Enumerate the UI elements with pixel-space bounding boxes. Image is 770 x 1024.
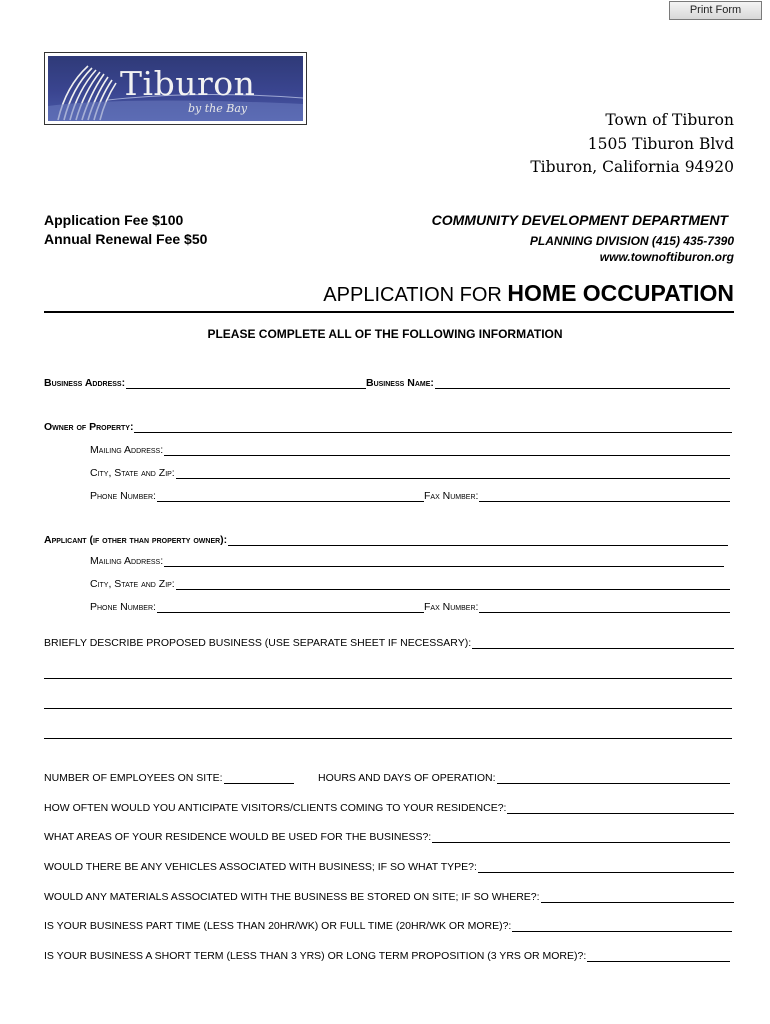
employees-field[interactable]: [44, 770, 294, 784]
logo-wordmark: Tiburon: [120, 64, 256, 103]
areas-label: WHAT AREAS OF YOUR RESIDENCE WOULD BE USED FOR THE BUSINESS?:: [44, 831, 432, 843]
applicant-mailing-field[interactable]: [90, 553, 724, 567]
applicant-fax-field[interactable]: [424, 599, 730, 613]
page-title: [323, 280, 734, 307]
vehicles-field[interactable]: [44, 859, 734, 873]
owner-city-input[interactable]: [176, 466, 730, 479]
town-street: 1505 Tiburon Blvd: [587, 135, 734, 153]
vehicles-input[interactable]: [478, 860, 734, 873]
owner-phone-input[interactable]: [157, 489, 424, 502]
owner-phone-field[interactable]: [90, 488, 424, 502]
owner-city-label: City, State and Zip:: [90, 467, 175, 479]
website: www.townoftiburon.org: [599, 250, 734, 264]
owner-fax-field[interactable]: [424, 488, 730, 502]
town-city: Tiburon, California 94920: [530, 158, 734, 176]
describe-business-input[interactable]: [472, 636, 734, 649]
title-divider: [44, 311, 734, 313]
title-prefix: APPLICATION FOR: [323, 284, 508, 306]
title-main: HOME OCCUPATION: [507, 280, 734, 306]
applicant-label: Applicant (if other than property owner):: [44, 534, 228, 546]
owner-mailing-label: Mailing Address:: [90, 444, 164, 456]
owner-fax-input[interactable]: [479, 489, 730, 502]
application-fee: Application Fee $100: [44, 212, 184, 228]
applicant-mailing-label: Mailing Address:: [90, 555, 164, 567]
logo-tagline: by the Bay: [188, 102, 248, 115]
part-time-field[interactable]: [44, 918, 732, 932]
planning-division: PLANNING DIVISION (415) 435-7390: [529, 234, 734, 248]
applicant-phone-label: Phone Number:: [90, 601, 156, 613]
applicant-city-label: City, State and Zip:: [90, 578, 175, 590]
owner-label: Owner of Property:: [44, 421, 134, 433]
applicant-phone-input[interactable]: [157, 600, 424, 613]
renewal-fee: Annual Renewal Fee $50: [44, 231, 208, 247]
department-name: COMMUNITY DEVELOPMENT DEPARTMENT: [431, 212, 728, 228]
owner-input[interactable]: [134, 420, 732, 433]
describe-line-2[interactable]: [44, 678, 732, 679]
owner-city-field[interactable]: [90, 465, 730, 479]
employees-input[interactable]: [224, 771, 294, 784]
owner-fax-label: Fax Number:: [424, 490, 479, 502]
applicant-city-field[interactable]: [90, 576, 730, 590]
hours-label: HOURS AND DAYS OF OPERATION:: [318, 772, 496, 784]
business-address-input[interactable]: [126, 376, 366, 389]
applicant-fax-input[interactable]: [479, 600, 730, 613]
tiburon-logo: [44, 52, 307, 125]
materials-field[interactable]: [44, 889, 734, 903]
describe-business-field[interactable]: [44, 635, 734, 649]
term-field[interactable]: [44, 948, 730, 962]
visitors-label: HOW OFTEN WOULD YOU ANTICIPATE VISITORS/CLIENTS COMING TO YOUR RESIDENCE?:: [44, 802, 507, 814]
applicant-fax-label: Fax Number:: [424, 601, 479, 613]
areas-input[interactable]: [432, 830, 730, 843]
term-input[interactable]: [587, 949, 730, 962]
business-name-label: Business Name:: [366, 377, 434, 389]
business-address-field[interactable]: [44, 375, 366, 389]
visitors-field[interactable]: [44, 800, 734, 814]
applicant-field[interactable]: [44, 532, 728, 546]
materials-label: WOULD ANY MATERIALS ASSOCIATED WITH THE BUSINESS BE STORED ON SITE; IF SO WHERE?:: [44, 891, 540, 903]
hours-field[interactable]: [318, 770, 730, 784]
employees-label: NUMBER OF EMPLOYEES ON SITE:: [44, 772, 223, 784]
business-name-input[interactable]: [435, 376, 730, 389]
business-address-label: Business Address:: [44, 377, 126, 389]
hours-input[interactable]: [497, 771, 730, 784]
print-form-button[interactable]: Print Form: [669, 1, 762, 20]
owner-phone-label: Phone Number:: [90, 490, 156, 502]
owner-mailing-input[interactable]: [164, 443, 730, 456]
business-name-field[interactable]: [366, 375, 730, 389]
owner-field[interactable]: [44, 419, 732, 433]
town-name: Town of Tiburon: [605, 111, 734, 129]
areas-field[interactable]: [44, 829, 730, 843]
part-time-input[interactable]: [512, 919, 732, 932]
describe-business-label: BRIEFLY DESCRIBE PROPOSED BUSINESS (USE SEPARATE SHEET IF NECESSARY):: [44, 637, 472, 649]
applicant-mailing-input[interactable]: [164, 554, 724, 567]
describe-line-3[interactable]: [44, 708, 732, 709]
applicant-city-input[interactable]: [176, 577, 730, 590]
describe-line-4[interactable]: [44, 738, 732, 739]
owner-mailing-field[interactable]: [90, 442, 730, 456]
visitors-input[interactable]: [507, 801, 734, 814]
applicant-phone-field[interactable]: [90, 599, 424, 613]
vehicles-label: WOULD THERE BE ANY VEHICLES ASSOCIATED WITH BUSINESS; IF SO WHAT TYPE?:: [44, 861, 477, 873]
applicant-input[interactable]: [228, 533, 728, 546]
materials-input[interactable]: [541, 890, 734, 903]
term-label: IS YOUR BUSINESS A SHORT TERM (LESS THAN 3 YRS) OR LONG TERM PROPOSITION (3 YRS OR MORE)?:: [44, 950, 587, 962]
instruction-text: PLEASE COMPLETE ALL OF THE FOLLOWING INFORMATION: [207, 327, 563, 341]
part-time-label: IS YOUR BUSINESS PART TIME (LESS THAN 20HR/WK) OR FULL TIME (20HR/WK OR MORE)?:: [44, 920, 512, 932]
